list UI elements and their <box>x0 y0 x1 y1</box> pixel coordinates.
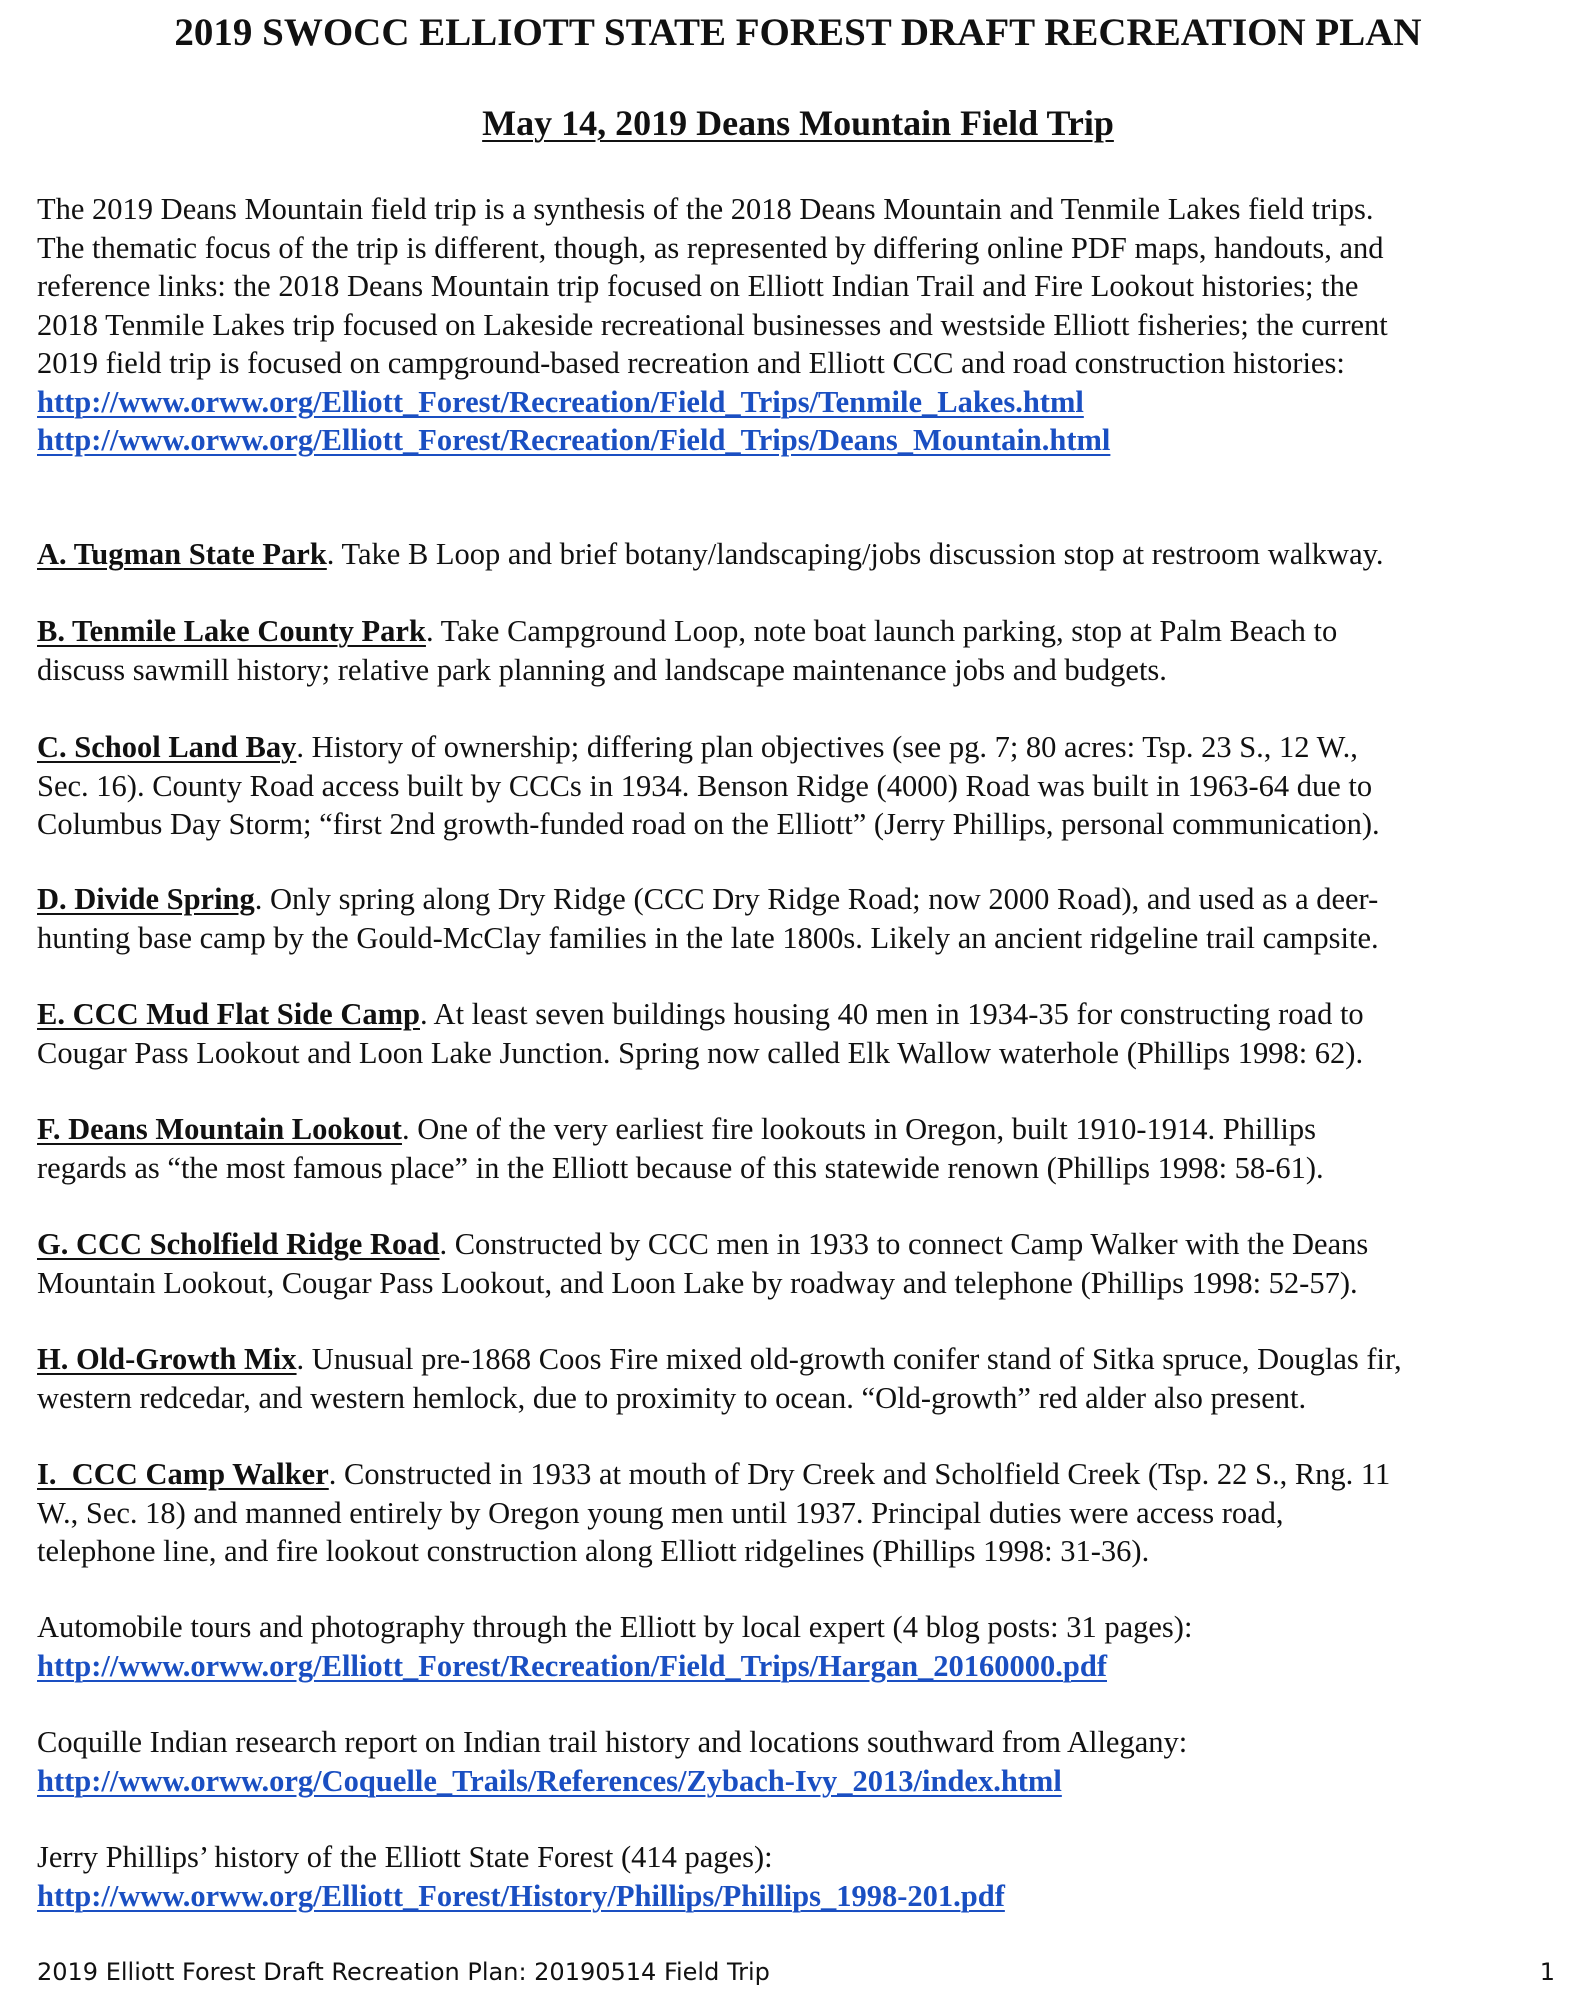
stop-i <box>37 1455 1567 1571</box>
stop-e <box>37 995 1567 1072</box>
reference-text: Jerry Phillips’ history of the Elliott State Forest (414 pages): <box>37 1840 773 1874</box>
stop-text: telephone line, and fire lookout construction along Elliott ridgelines (Phillips 1998: 31-36). <box>37 1534 1150 1568</box>
document-subtitle <box>0 101 1596 145</box>
stop-text: hunting base camp by the Gould-McClay families in the late 1800s. Likely an ancient ridgeline trail campsite. <box>37 920 1379 955</box>
intro-line: reference links: the 2018 Deans Mountain trip focused on Elliott Indian Trail and Fire Lookout histories; the <box>37 269 1359 303</box>
stop-text: Sec. 16). County Road access built by CCCs in 1934. Benson Ridge (4000) Road was built in 1963-64 due to <box>37 768 1373 803</box>
reference-coquelle <box>37 1723 1567 1800</box>
stop-text: W., Sec. 18) and manned entirely by Oregon young men until 1937. Principal duties were access road, <box>37 1495 1284 1530</box>
stop-text: . Take B Loop and brief botany/landscaping/jobs discussion stop at restroom walkway. <box>326 537 1384 571</box>
stop-d <box>37 880 1567 957</box>
stop-b <box>37 612 1567 689</box>
stop-heading: I. CCC Camp Walker <box>37 1457 329 1491</box>
stop-heading: B. Tenmile Lake County Park <box>37 614 426 648</box>
stop-text: Mountain Lookout, Cougar Pass Lookout, and Loon Lake by roadway and telephone (Phillips 1998: 52-57). <box>37 1265 1358 1300</box>
reference-link-hargan[interactable]: http://www.orww.org/Elliott_Forest/Recreation/Field_Trips/Hargan_20160000.pdf <box>37 1648 1107 1683</box>
reference-text: Automobile tours and photography through the Elliott by local expert (4 blog posts: 31 pages): <box>37 1610 1193 1644</box>
reference-phillips <box>37 1838 1567 1915</box>
stop-text: . One of the very earliest fire lookouts in Oregon, built 1910-1914. Phillips <box>401 1112 1316 1146</box>
reference-text: Coquille Indian research report on Indian trail history and locations southward from Allegany: <box>37 1725 1188 1759</box>
stop-heading: H. Old-Growth Mix <box>37 1342 297 1376</box>
intro-line: 2019 field trip is focused on campground-based recreation and Elliott CCC and road construction histories: <box>37 346 1345 380</box>
intro-link-tenmile-lakes[interactable]: http://www.orww.org/Elliott_Forest/Recreation/Field_Trips/Tenmile_Lakes.html <box>37 384 1084 419</box>
stop-h <box>37 1340 1567 1417</box>
stop-heading: D. Divide Spring <box>37 882 255 916</box>
stop-text: Columbus Day Storm; “first 2nd growth-funded road on the Elliott” (Jerry Phillips, personal communication). <box>37 807 1380 841</box>
stop-text: . History of ownership; differing plan objectives (see pg. 7; 80 acres: Tsp. 23 S., 12 W., <box>296 730 1358 764</box>
stop-f <box>37 1110 1567 1187</box>
stop-text: . Only spring along Dry Ridge (CCC Dry Ridge Road; now 2000 Road), and used as a deer- <box>254 882 1379 916</box>
stop-text: . Constructed by CCC men in 1933 to connect Camp Walker with the Deans <box>439 1227 1369 1261</box>
intro-line: The thematic focus of the trip is different, though, as represented by differing online PDF maps, handouts, and <box>37 230 1384 265</box>
stop-c <box>37 728 1567 844</box>
page-number: 1 <box>1539 1958 1555 1986</box>
stop-heading: G. CCC Scholfield Ridge Road <box>37 1227 440 1261</box>
intro-line: 2018 Tenmile Lakes trip focused on Lakeside recreational businesses and westside Elliott fisheries; the current <box>37 307 1388 342</box>
reference-hargan <box>37 1608 1567 1685</box>
stop-text: . Unusual pre-1868 Coos Fire mixed old-growth conifer stand of Sitka spruce, Douglas fir, <box>296 1342 1402 1376</box>
stop-heading: A. Tugman State Park <box>37 537 327 571</box>
stop-heading: E. CCC Mud Flat Side Camp <box>37 997 420 1031</box>
stop-heading: F. Deans Mountain Lookout <box>37 1112 402 1146</box>
document-title: 2019 SWOCC ELLIOTT STATE FOREST DRAFT RECREATION PLAN <box>174 11 1422 54</box>
stop-text: . At least seven buildings housing 40 men in 1934-35 for constructing road to <box>419 997 1364 1031</box>
intro-link-deans-mountain[interactable]: http://www.orww.org/Elliott_Forest/Recreation/Field_Trips/Deans_Mountain.html <box>37 423 1111 457</box>
stop-text: . Take Campground Loop, note boat launch parking, stop at Palm Beach to <box>425 614 1338 648</box>
stop-text: regards as “the most famous place” in the Elliott because of this statewide renown (Phillips 1998: 58-61). <box>37 1150 1324 1185</box>
intro-line: The 2019 Deans Mountain field trip is a synthesis of the 2018 Deans Mountain and Tenmile Lakes field trips. <box>37 192 1374 226</box>
stop-text: western redcedar, and western hemlock, due to proximity to ocean. “Old-growth” red alder also present. <box>37 1380 1307 1415</box>
stop-g <box>37 1225 1567 1302</box>
reference-link-phillips[interactable]: http://www.orww.org/Elliott_Forest/History/Phillips/Phillips_1998-201.pdf <box>37 1878 1005 1913</box>
stop-text: Cougar Pass Lookout and Loon Lake Junction. Spring now called Elk Wallow waterhole (Phillips 1998: 62). <box>37 1035 1364 1070</box>
stop-text: discuss sawmill history; relative park planning and landscape maintenance jobs and budgets. <box>37 652 1167 687</box>
stop-heading: C. School Land Bay <box>37 730 297 764</box>
intro-paragraph <box>37 190 1567 460</box>
stop-text: . Constructed in 1933 at mouth of Dry Creek and Scholfield Creek (Tsp. 22 S., Rng. 11 <box>328 1457 1391 1491</box>
page-footer <box>37 1956 1555 1988</box>
stop-a <box>37 535 1567 574</box>
reference-link-coquelle[interactable]: http://www.orww.org/Coquelle_Trails/References/Zybach-Ivy_2013/index.html <box>37 1763 1062 1798</box>
footer-text: 2019 Elliott Forest Draft Recreation Plan: 20190514 Field Trip <box>37 1958 770 1986</box>
subtitle-text: May 14, 2019 Deans Mountain Field Trip <box>482 103 1114 143</box>
